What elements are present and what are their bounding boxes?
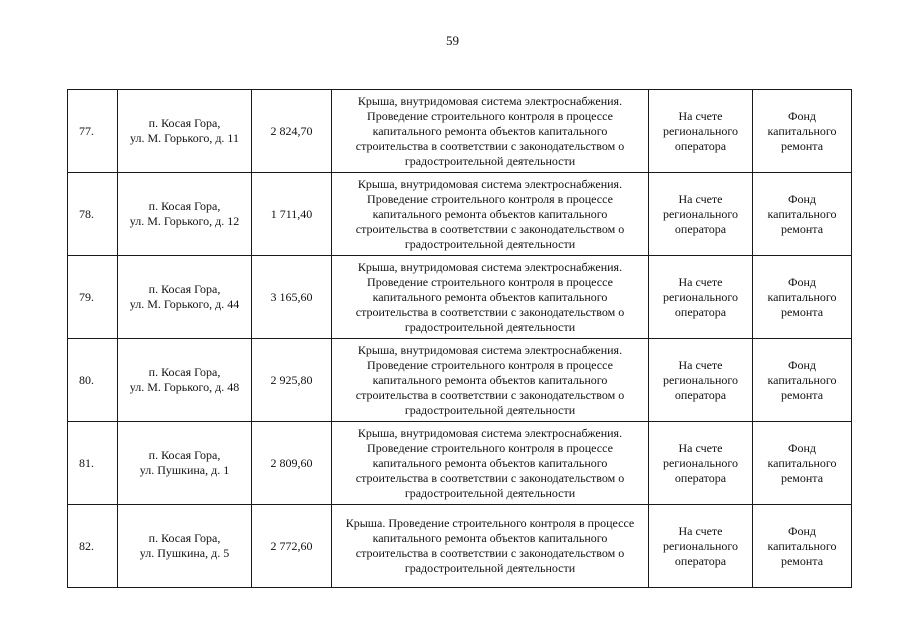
address-street: ул. М. Горького, д. 12 — [129, 214, 240, 228]
row-number: 78. — [68, 173, 118, 256]
address-cell — [118, 256, 252, 339]
amount-cell: 1 711,40 — [252, 173, 332, 256]
funding-source-cell: Фонд капитального ремонта — [753, 90, 852, 173]
address-settlement: п. Косая Гора, — [148, 282, 221, 296]
table-row — [68, 339, 852, 422]
amount-cell: 3 165,60 — [252, 256, 332, 339]
amount-cell: 2 772,60 — [252, 505, 332, 588]
repair-register-table — [67, 89, 852, 588]
work-description: Крыша, внутридомовая система электроснабжения. Проведение строительного контроля в процессе капитального ремонта объектов капитального строительства в соответствии с законодательством о градостроительной деятельности — [355, 93, 625, 168]
funding-source-cell: Фонд капитального ремонта — [753, 505, 852, 588]
table-row — [68, 173, 852, 256]
description-cell — [332, 422, 649, 505]
funding-source-cell: Фонд капитального ремонта — [753, 339, 852, 422]
description-cell — [332, 256, 649, 339]
address-cell — [118, 90, 252, 173]
address-street: ул. М. Горького, д. 11 — [130, 131, 239, 145]
work-description: Крыша, внутридомовая система электроснабжения. Проведение строительного контроля в процессе капитального ремонта объектов капитального строительства в соответствии с законодательством о градостроительной деятельности — [355, 342, 625, 417]
address-cell — [118, 505, 252, 588]
work-description: Крыша, внутридомовая система электроснабжения. Проведение строительного контроля в процессе капитального ремонта объектов капитального строительства в соответствии с законодательством о градостроительной деятельности — [355, 259, 625, 334]
description-cell — [332, 173, 649, 256]
account-cell: На счете регионального оператора — [649, 90, 753, 173]
amount-cell: 2 824,70 — [252, 90, 332, 173]
address-street: ул. Пушкина, д. 1 — [139, 463, 230, 477]
funding-source-cell: Фонд капитального ремонта — [753, 422, 852, 505]
address-street: ул. М. Горького, д. 44 — [129, 297, 240, 311]
row-number: 79. — [68, 256, 118, 339]
description-cell — [332, 339, 649, 422]
address-settlement: п. Косая Гора, — [148, 531, 221, 545]
address-cell — [118, 173, 252, 256]
table-row — [68, 422, 852, 505]
description-cell — [332, 90, 649, 173]
table-row — [68, 505, 852, 588]
account-cell: На счете регионального оператора — [649, 339, 753, 422]
address-settlement: п. Косая Гора, — [148, 365, 221, 379]
address-street: ул. Пушкина, д. 5 — [139, 546, 230, 560]
row-number: 81. — [68, 422, 118, 505]
address-settlement: п. Косая Гора, — [148, 116, 221, 130]
page-number: 59 — [446, 33, 459, 48]
address-settlement: п. Косая Гора, — [148, 448, 221, 462]
amount-cell: 2 925,80 — [252, 339, 332, 422]
row-number: 80. — [68, 339, 118, 422]
table-row — [68, 90, 852, 173]
account-cell: На счете регионального оператора — [649, 256, 753, 339]
account-cell: На счете регионального оператора — [649, 173, 753, 256]
row-number: 77. — [68, 90, 118, 173]
funding-source-cell: Фонд капитального ремонта — [753, 173, 852, 256]
address-cell — [118, 422, 252, 505]
address-street: ул. М. Горького, д. 48 — [129, 380, 240, 394]
work-description: Крыша, внутридомовая система электроснабжения. Проведение строительного контроля в процессе капитального ремонта объектов капитального строительства в соответствии с законодательством о градостроительной деятельности — [355, 176, 625, 251]
table-row — [68, 256, 852, 339]
address-cell — [118, 339, 252, 422]
description-cell — [332, 505, 649, 588]
funding-source-cell: Фонд капитального ремонта — [753, 256, 852, 339]
account-cell: На счете регионального оператора — [649, 422, 753, 505]
row-number: 82. — [68, 505, 118, 588]
amount-cell: 2 809,60 — [252, 422, 332, 505]
address-settlement: п. Косая Гора, — [148, 199, 221, 213]
work-description: Крыша, внутридомовая система электроснабжения. Проведение строительного контроля в процессе капитального ремонта объектов капитального строительства в соответствии с законодательством о градостроительной деятельности — [355, 425, 625, 500]
work-description: Крыша. Проведение строительного контроля в процессе капитального ремонта объектов капитального строительства в соответствии с законодательством о градостроительной деятельности — [345, 516, 635, 575]
account-cell: На счете регионального оператора — [649, 505, 753, 588]
